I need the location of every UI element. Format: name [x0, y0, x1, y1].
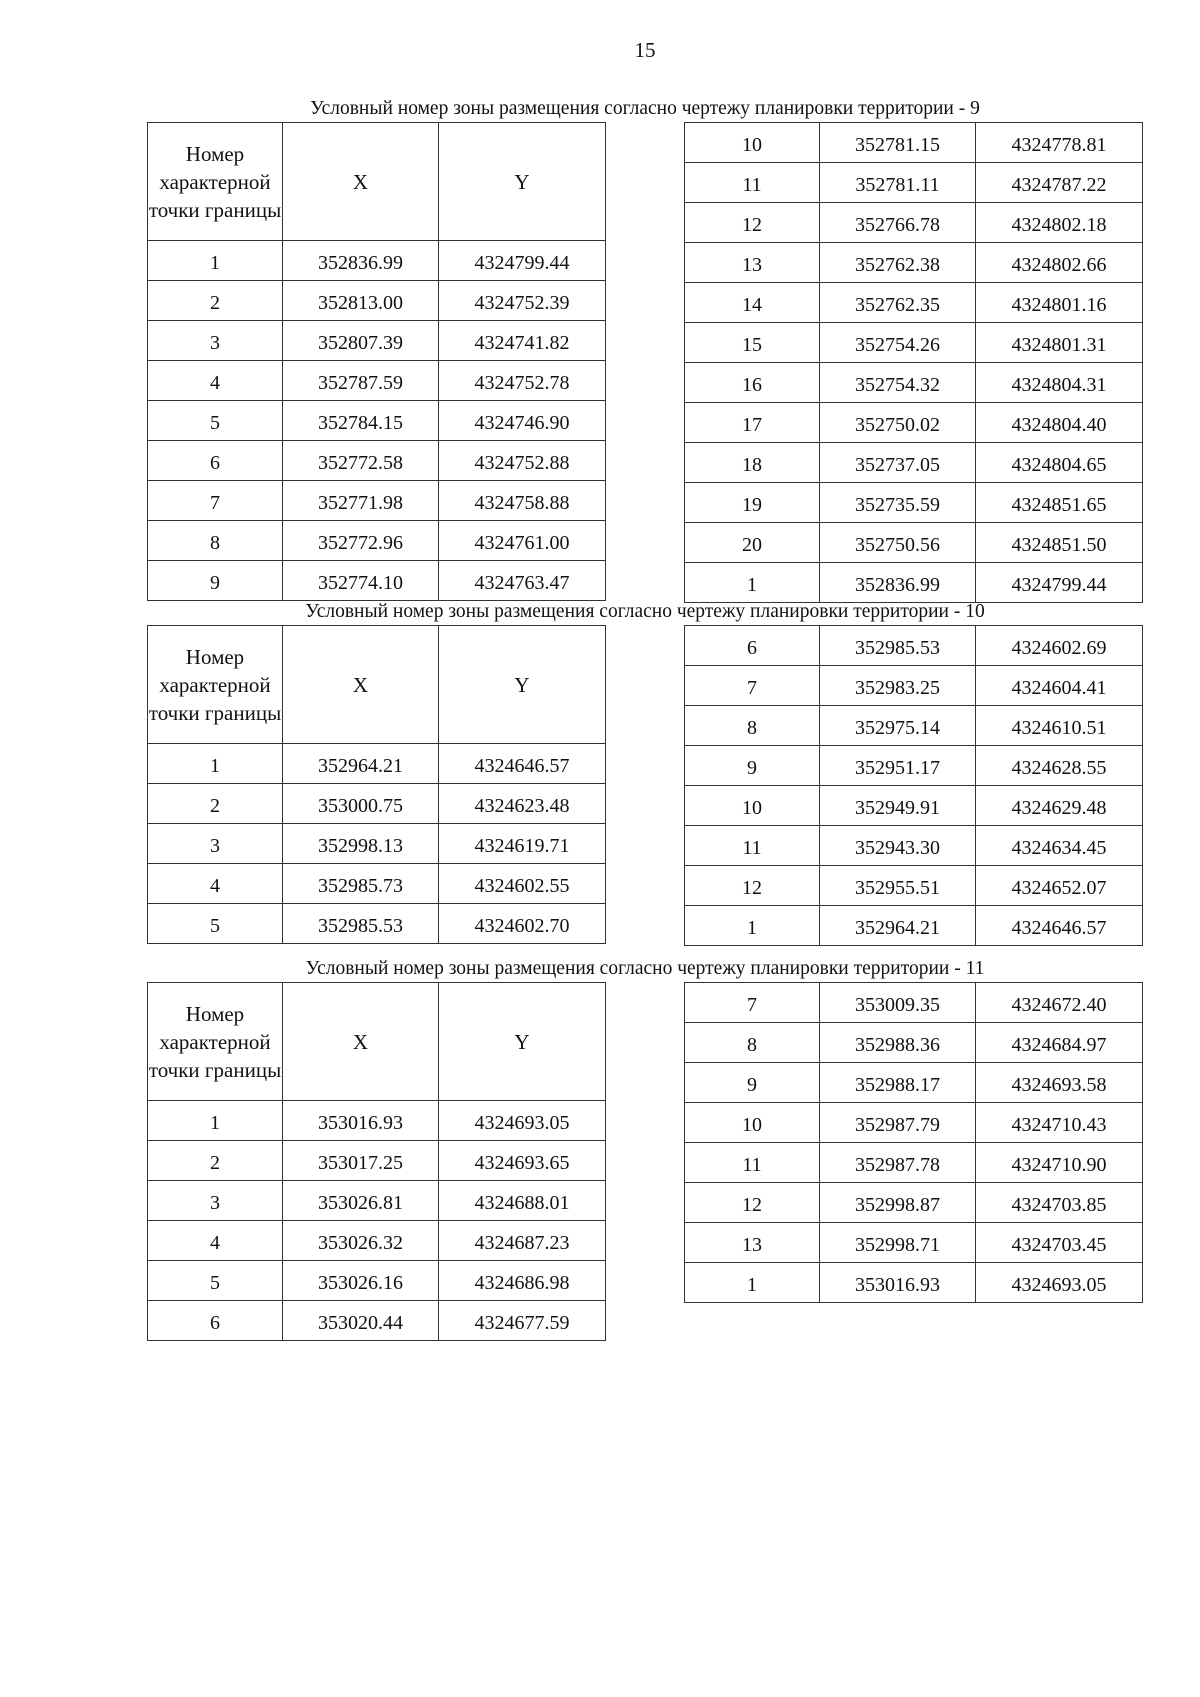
cell-x: 352772.96 [283, 521, 439, 561]
cell-x: 352987.79 [820, 1103, 976, 1143]
cell-y: 4324687.23 [439, 1221, 606, 1261]
cell-point-number: 15 [685, 323, 820, 363]
cell-y: 4324801.31 [976, 323, 1143, 363]
table-row [685, 786, 1143, 826]
cell-point-number: 11 [685, 826, 820, 866]
cell-point-number: 5 [148, 904, 283, 944]
cell-x: 352754.32 [820, 363, 976, 403]
table-row [148, 241, 606, 281]
table-row [685, 983, 1143, 1023]
cell-point-number: 3 [148, 321, 283, 361]
table-row [148, 744, 606, 784]
cell-point-number: 13 [685, 243, 820, 283]
cell-point-number: 4 [148, 361, 283, 401]
cell-x: 352983.25 [820, 666, 976, 706]
cell-x: 352737.05 [820, 443, 976, 483]
cell-x: 352750.56 [820, 523, 976, 563]
cell-x: 352987.78 [820, 1143, 976, 1183]
cell-point-number: 1 [148, 744, 283, 784]
table-row [148, 441, 606, 481]
cell-point-number: 8 [685, 706, 820, 746]
cell-x: 353000.75 [283, 784, 439, 824]
cell-point-number: 12 [685, 866, 820, 906]
page-number: 15 [634, 38, 656, 62]
table-row [685, 1103, 1143, 1143]
table-row [685, 1023, 1143, 1063]
cell-x: 352955.51 [820, 866, 976, 906]
table-row [148, 281, 606, 321]
table-row [148, 1301, 606, 1341]
table-row [685, 746, 1143, 786]
cell-y: 4324652.07 [976, 866, 1143, 906]
table-row [148, 521, 606, 561]
cell-y: 4324752.88 [439, 441, 606, 481]
cell-point-number: 4 [148, 864, 283, 904]
cell-x: 352762.35 [820, 283, 976, 323]
cell-x: 353016.93 [283, 1101, 439, 1141]
cell-y: 4324684.97 [976, 1023, 1143, 1063]
cell-x: 353016.93 [820, 1263, 976, 1303]
cell-x: 352781.15 [820, 123, 976, 163]
cell-x: 352781.11 [820, 163, 976, 203]
table-row [685, 363, 1143, 403]
cell-x: 352964.21 [283, 744, 439, 784]
cell-y: 4324799.44 [439, 241, 606, 281]
table-header-row [148, 983, 606, 1101]
cell-point-number: 18 [685, 443, 820, 483]
table-row [148, 1141, 606, 1181]
cell-x: 352951.17 [820, 746, 976, 786]
cell-y: 4324802.18 [976, 203, 1143, 243]
cell-y: 4324693.05 [439, 1101, 606, 1141]
cell-y: 4324610.51 [976, 706, 1143, 746]
cell-point-number: 16 [685, 363, 820, 403]
cell-point-number: 7 [685, 666, 820, 706]
cell-y: 4324761.00 [439, 521, 606, 561]
cell-x: 352943.30 [820, 826, 976, 866]
cell-point-number: 1 [685, 1263, 820, 1303]
cell-y: 4324703.45 [976, 1223, 1143, 1263]
section-title: Условный номер зоны размещения согласно чертежу планировки территории - 9 [310, 98, 980, 119]
cell-y: 4324602.55 [439, 864, 606, 904]
table-row [148, 824, 606, 864]
cell-point-number: 19 [685, 483, 820, 523]
table-header-row [148, 626, 606, 744]
header-point-number: Номер характерной точки границы [148, 983, 283, 1101]
cell-x: 352762.38 [820, 243, 976, 283]
cell-y: 4324604.41 [976, 666, 1143, 706]
table-row [685, 626, 1143, 666]
cell-x: 353026.81 [283, 1181, 439, 1221]
table-row [685, 906, 1143, 946]
cell-y: 4324799.44 [976, 563, 1143, 603]
table-row [148, 481, 606, 521]
cell-y: 4324801.16 [976, 283, 1143, 323]
header-y: Y [439, 123, 606, 241]
cell-y: 4324804.40 [976, 403, 1143, 443]
cell-y: 4324628.55 [976, 746, 1143, 786]
table-row [685, 1063, 1143, 1103]
table-row [148, 321, 606, 361]
cell-point-number: 9 [685, 1063, 820, 1103]
cell-point-number: 1 [685, 906, 820, 946]
table-row [148, 1221, 606, 1261]
cell-x: 352766.78 [820, 203, 976, 243]
cell-point-number: 8 [148, 521, 283, 561]
cell-point-number: 12 [685, 1183, 820, 1223]
cell-point-number: 10 [685, 123, 820, 163]
coordinates-table-right [684, 122, 1143, 603]
cell-y: 4324787.22 [976, 163, 1143, 203]
cell-x: 352735.59 [820, 483, 976, 523]
cell-x: 352772.58 [283, 441, 439, 481]
cell-x: 353009.35 [820, 983, 976, 1023]
header-x: X [283, 626, 439, 744]
cell-point-number: 20 [685, 523, 820, 563]
cell-x: 352813.00 [283, 281, 439, 321]
cell-y: 4324802.66 [976, 243, 1143, 283]
header-point-number: Номер характерной точки границы [148, 626, 283, 744]
table-row [148, 1261, 606, 1301]
table-row [685, 283, 1143, 323]
cell-point-number: 4 [148, 1221, 283, 1261]
cell-point-number: 6 [148, 1301, 283, 1341]
cell-y: 4324763.47 [439, 561, 606, 601]
cell-point-number: 10 [685, 786, 820, 826]
cell-point-number: 11 [685, 1143, 820, 1183]
table-row [685, 1183, 1143, 1223]
cell-x: 353017.25 [283, 1141, 439, 1181]
cell-x: 352836.99 [820, 563, 976, 603]
cell-y: 4324778.81 [976, 123, 1143, 163]
cell-point-number: 3 [148, 824, 283, 864]
table-row [685, 123, 1143, 163]
cell-y: 4324703.85 [976, 1183, 1143, 1223]
cell-y: 4324634.45 [976, 826, 1143, 866]
cell-x: 352985.73 [283, 864, 439, 904]
cell-y: 4324693.05 [976, 1263, 1143, 1303]
cell-x: 353026.32 [283, 1221, 439, 1261]
cell-y: 4324752.78 [439, 361, 606, 401]
cell-point-number: 2 [148, 1141, 283, 1181]
cell-point-number: 14 [685, 283, 820, 323]
table-row [685, 483, 1143, 523]
cell-y: 4324602.69 [976, 626, 1143, 666]
cell-y: 4324623.48 [439, 784, 606, 824]
table-row [685, 523, 1143, 563]
cell-x: 352964.21 [820, 906, 976, 946]
coordinates-table-right [684, 982, 1143, 1303]
cell-point-number: 2 [148, 281, 283, 321]
cell-x: 352774.10 [283, 561, 439, 601]
table-row [148, 561, 606, 601]
table-row [148, 904, 606, 944]
table-row [685, 1223, 1143, 1263]
cell-point-number: 12 [685, 203, 820, 243]
cell-x: 352771.98 [283, 481, 439, 521]
cell-point-number: 5 [148, 401, 283, 441]
coordinates-table-right [684, 625, 1143, 946]
cell-y: 4324677.59 [439, 1301, 606, 1341]
cell-y: 4324851.50 [976, 523, 1143, 563]
table-header-row [148, 123, 606, 241]
table-row [685, 243, 1143, 283]
cell-y: 4324646.57 [439, 744, 606, 784]
cell-point-number: 13 [685, 1223, 820, 1263]
table-row [685, 1263, 1143, 1303]
cell-x: 352975.14 [820, 706, 976, 746]
cell-point-number: 9 [685, 746, 820, 786]
cell-y: 4324746.90 [439, 401, 606, 441]
cell-point-number: 11 [685, 163, 820, 203]
cell-point-number: 10 [685, 1103, 820, 1143]
table-row [148, 864, 606, 904]
table-row [685, 163, 1143, 203]
table-row [685, 866, 1143, 906]
header-x: X [283, 123, 439, 241]
cell-point-number: 1 [148, 241, 283, 281]
cell-y: 4324741.82 [439, 321, 606, 361]
coordinates-table-left [147, 982, 606, 1341]
cell-x: 352949.91 [820, 786, 976, 826]
cell-point-number: 6 [148, 441, 283, 481]
cell-y: 4324758.88 [439, 481, 606, 521]
table-row [148, 361, 606, 401]
table-row [685, 203, 1143, 243]
table-row [685, 443, 1143, 483]
cell-x: 352787.59 [283, 361, 439, 401]
cell-y: 4324646.57 [976, 906, 1143, 946]
cell-y: 4324851.65 [976, 483, 1143, 523]
section-title: Условный номер зоны размещения согласно чертежу планировки территории - 10 [305, 601, 985, 622]
cell-point-number: 5 [148, 1261, 283, 1301]
cell-point-number: 7 [148, 481, 283, 521]
cell-x: 352750.02 [820, 403, 976, 443]
cell-y: 4324629.48 [976, 786, 1143, 826]
cell-y: 4324693.58 [976, 1063, 1143, 1103]
cell-y: 4324686.98 [439, 1261, 606, 1301]
header-y: Y [439, 626, 606, 744]
table-row [148, 401, 606, 441]
header-point-number: Номер характерной точки границы [148, 123, 283, 241]
table-row [685, 826, 1143, 866]
cell-point-number: 9 [148, 561, 283, 601]
table-row [685, 563, 1143, 603]
table-row [148, 1181, 606, 1221]
cell-y: 4324710.43 [976, 1103, 1143, 1143]
cell-point-number: 17 [685, 403, 820, 443]
cell-x: 352998.13 [283, 824, 439, 864]
table-row [685, 706, 1143, 746]
cell-y: 4324804.31 [976, 363, 1143, 403]
table-row [685, 323, 1143, 363]
cell-x: 352988.36 [820, 1023, 976, 1063]
table-row [148, 784, 606, 824]
cell-y: 4324619.71 [439, 824, 606, 864]
cell-y: 4324804.65 [976, 443, 1143, 483]
cell-point-number: 3 [148, 1181, 283, 1221]
table-row [685, 403, 1143, 443]
cell-point-number: 6 [685, 626, 820, 666]
cell-x: 353020.44 [283, 1301, 439, 1341]
cell-y: 4324710.90 [976, 1143, 1143, 1183]
cell-point-number: 1 [148, 1101, 283, 1141]
cell-point-number: 8 [685, 1023, 820, 1063]
header-x: X [283, 983, 439, 1101]
cell-x: 353026.16 [283, 1261, 439, 1301]
cell-x: 352807.39 [283, 321, 439, 361]
cell-y: 4324688.01 [439, 1181, 606, 1221]
cell-x: 352998.87 [820, 1183, 976, 1223]
cell-y: 4324672.40 [976, 983, 1143, 1023]
cell-x: 352985.53 [283, 904, 439, 944]
coordinates-table-left [147, 122, 606, 601]
coordinates-table-left [147, 625, 606, 944]
cell-y: 4324602.70 [439, 904, 606, 944]
section-title: Условный номер зоны размещения согласно чертежу планировки территории - 11 [305, 958, 985, 979]
cell-point-number: 1 [685, 563, 820, 603]
header-y: Y [439, 983, 606, 1101]
cell-x: 352985.53 [820, 626, 976, 666]
table-row [148, 1101, 606, 1141]
cell-x: 352784.15 [283, 401, 439, 441]
cell-x: 352836.99 [283, 241, 439, 281]
table-row [685, 666, 1143, 706]
cell-x: 352988.17 [820, 1063, 976, 1103]
cell-y: 4324752.39 [439, 281, 606, 321]
cell-point-number: 2 [148, 784, 283, 824]
cell-point-number: 7 [685, 983, 820, 1023]
cell-y: 4324693.65 [439, 1141, 606, 1181]
cell-x: 352998.71 [820, 1223, 976, 1263]
cell-x: 352754.26 [820, 323, 976, 363]
table-row [685, 1143, 1143, 1183]
